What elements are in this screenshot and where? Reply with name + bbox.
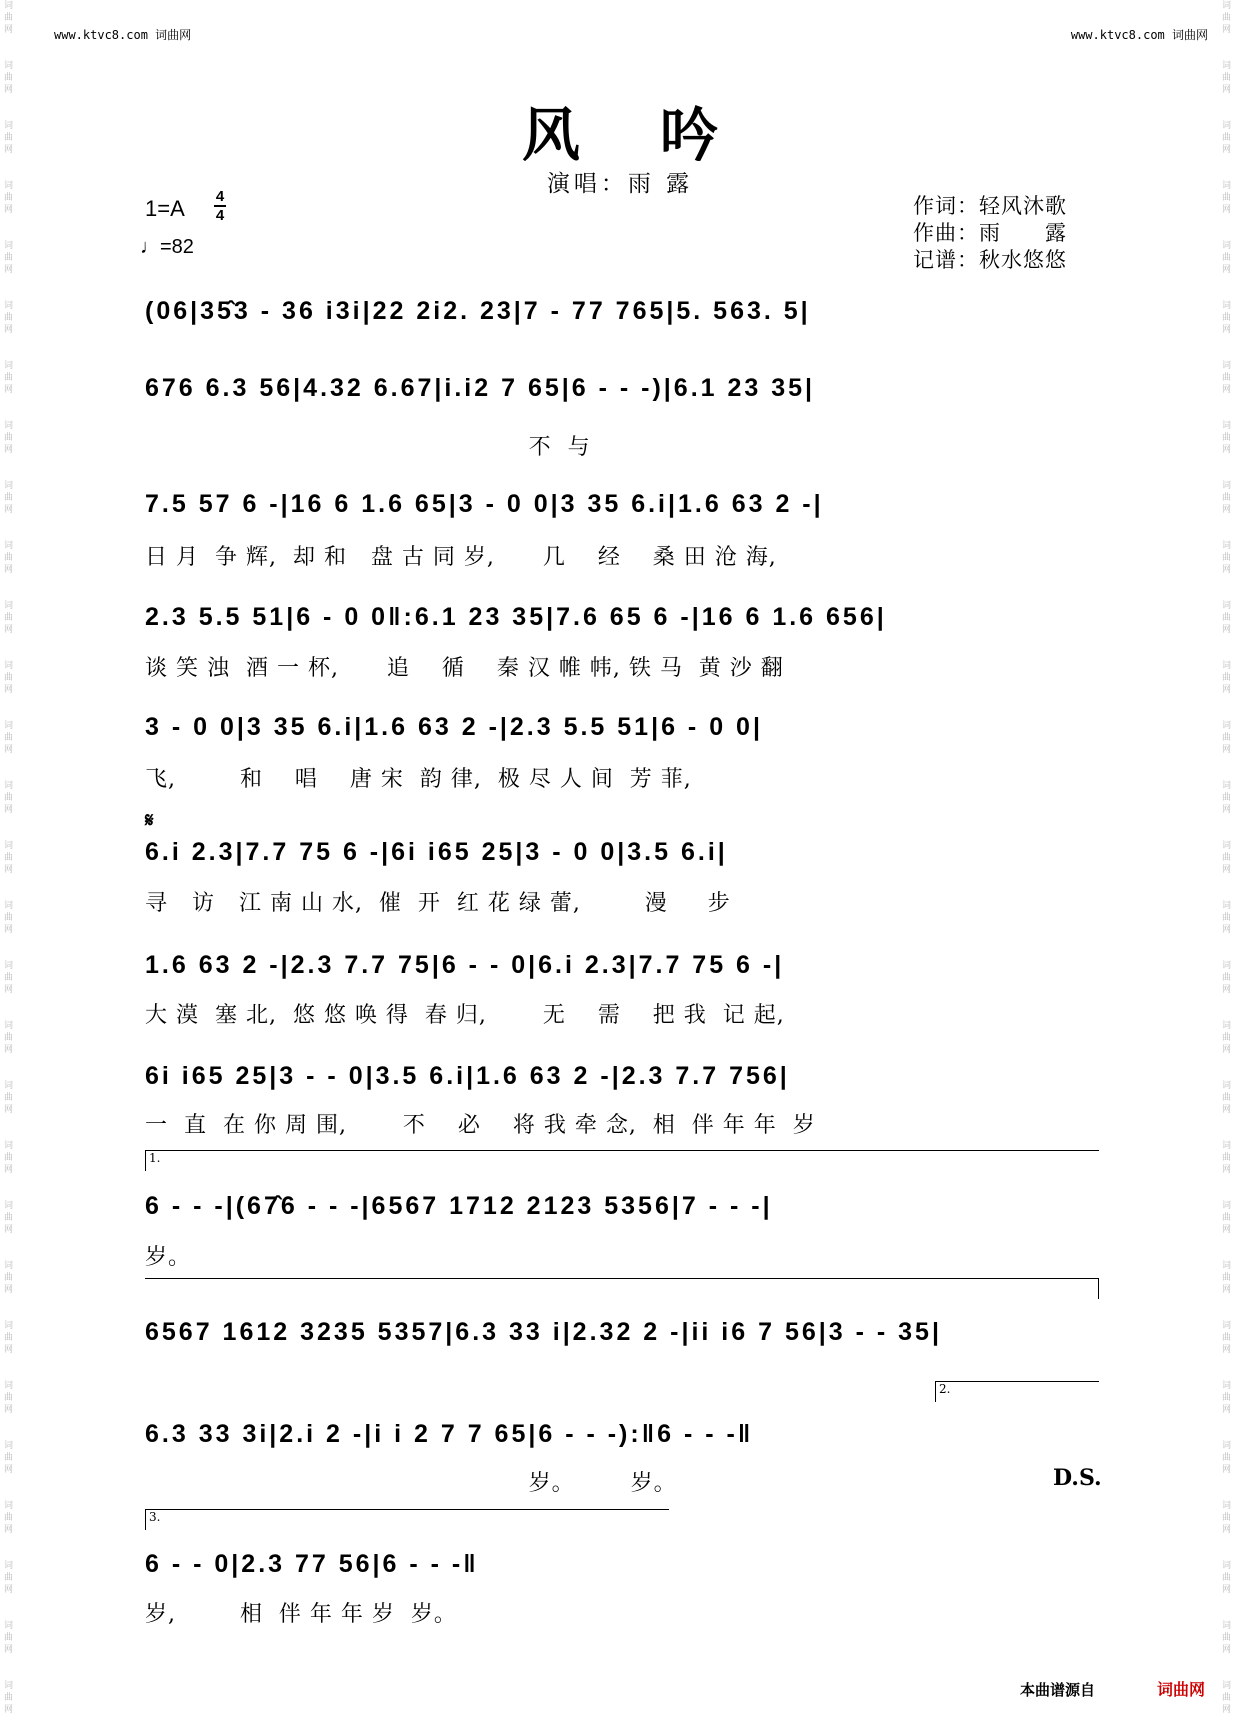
site-url-left[interactable]: www.ktvc8.com 词曲网 [54,28,192,42]
notation-row-4: 2.3 5.5 51|6 - 0 0‖:6.1 23 35|7.6 65 6 -|16 6 1.6 656| [145,603,887,631]
tempo: ♩=82 [140,236,194,258]
notation-row-5: 3 - 0 0|3 35 6.i|1.6 63 2 -|2.3 5.5 51|6 - 0 0| [145,713,763,741]
notation-row-9: 6 - - -|(67̂6 - - -|6567 1712 2123 5356|7 - - -| [145,1192,773,1220]
volta-3: 3. [145,1509,669,1530]
ds-mark: D.S. [1053,1465,1102,1491]
credits [913,193,1067,274]
lyric-row-4: 谈 笑 浊 酒 一 杯, 追 循 秦 汉 帷 帏, 铁 马 黄 沙 翻 [145,656,784,681]
song-title: 风吟 [521,101,798,169]
lyric-row-9: 岁。 [145,1245,192,1270]
lyric-row-8: 一 直 在 你 周 围, 不 必 将 我 牵 念, 相 伴 年 年 岁 [145,1113,816,1138]
key-signature: 1=A [145,196,185,221]
lyric-row-6: 寻 访 江 南 山 水, 催 开 红 花 绿 蕾, 漫 步 [145,891,731,916]
notation-row-3: 7.5 57 6 -|16 6 1.6 65|3 - 0 0|3 35 6.i|1.6 63 2 -| [145,490,824,518]
lyric-row-2: 不 与 [145,435,591,460]
watermark-left [0,0,22,1730]
notation-row-6: 6.i 2.3|7.7 75 6 -|6i i65 25|3 - 0 0|3.5 6.i| [145,838,728,866]
notation-row-2: 676 6.3 56|4.32 6.67|i.i2 7 65|6 - - -)|6.1 23 35| [145,374,816,402]
notation-row-10: 6567 1612 3235 5357|6.3 33 i|2.32 2 -|ii i6 7 56|3 - - 35| [145,1318,942,1346]
notation-row-7: 1.6 63 2 -|2.3 7.7 75|6 - - 0|6.i 2.3|7.7 75 6 -| [145,951,785,979]
footer-logo[interactable]: 词曲网 [1156,1680,1205,1699]
singer: 演唱：雨 露 [546,171,694,197]
site-url-right[interactable]: www.ktvc8.com 词曲网 [1070,28,1208,42]
watermark-text: 词曲网 词曲网 词曲网 词曲网 词曲网 词曲网 词曲网 词曲网 词曲网 词曲网 词曲网 词曲网 词曲网 词曲网 词曲网 词曲网 词曲网 词曲网 词曲网 词曲网 词曲网 词曲网 词曲网 词曲网 词曲网 词曲网 词曲网 词曲网 词曲网 [1222,1,1232,1715]
notation-row-1: (06|35̂3 - 36 i3i|22 2i2. 23|7 - 77 765|5. 563. 5| [145,297,811,325]
notation-row-8: 6i i65 25|3 - - 0|3.5 6.i|1.6 63 2 -|2.3 7.7 756| [145,1062,790,1090]
time-sig-top: 4 [215,188,225,205]
credit-transcriber: 记谱：秋水悠悠 [913,248,1067,272]
time-sig-bottom: 4 [215,207,225,224]
volta-1: 1. [145,1150,1099,1171]
credit-lyricist: 作词：轻风沐歌 [913,194,1067,218]
notation-row-12: 6 - - 0|2.3 77 56|6 - - -‖ [145,1550,479,1578]
lyric-row-11: 岁。 岁。 [145,1471,677,1496]
volta-2: 2. [935,1381,1099,1402]
lyric-row-3: 日 月 争 辉, 却 和 盘 古 同 岁, 几 经 桑 田 沧 海, [145,545,777,570]
notation-row-11: 6.3 33 3i|2.i 2 -|i i 2 7 7 65|6 - - -):‖6 - - -‖ [145,1420,754,1448]
lyric-row-7: 大 漠 塞 北, 悠 悠 唤 得 春 归, 无 需 把 我 记 起, [145,1003,785,1028]
footer-source: 本曲谱源自 [1019,1681,1095,1699]
segno-sign: 𝄋 [145,808,154,832]
credit-composer: 作曲：雨 露 [913,221,1067,245]
watermark-right [1218,0,1240,1730]
volta-1-continue [145,1278,1099,1299]
watermark-text: 词曲网 词曲网 词曲网 词曲网 词曲网 词曲网 词曲网 词曲网 词曲网 词曲网 词曲网 词曲网 词曲网 词曲网 词曲网 词曲网 词曲网 词曲网 词曲网 词曲网 词曲网 词曲网 词曲网 词曲网 词曲网 词曲网 词曲网 词曲网 词曲网 [4,1,14,1715]
lyric-row-12: 岁, 相 伴 年 年 岁 岁。 [145,1602,457,1627]
time-signature [214,188,226,224]
lyric-row-5: 飞, 和 唱 唐 宋 韵 律, 极 尽 人 间 芳 菲, [145,767,692,792]
